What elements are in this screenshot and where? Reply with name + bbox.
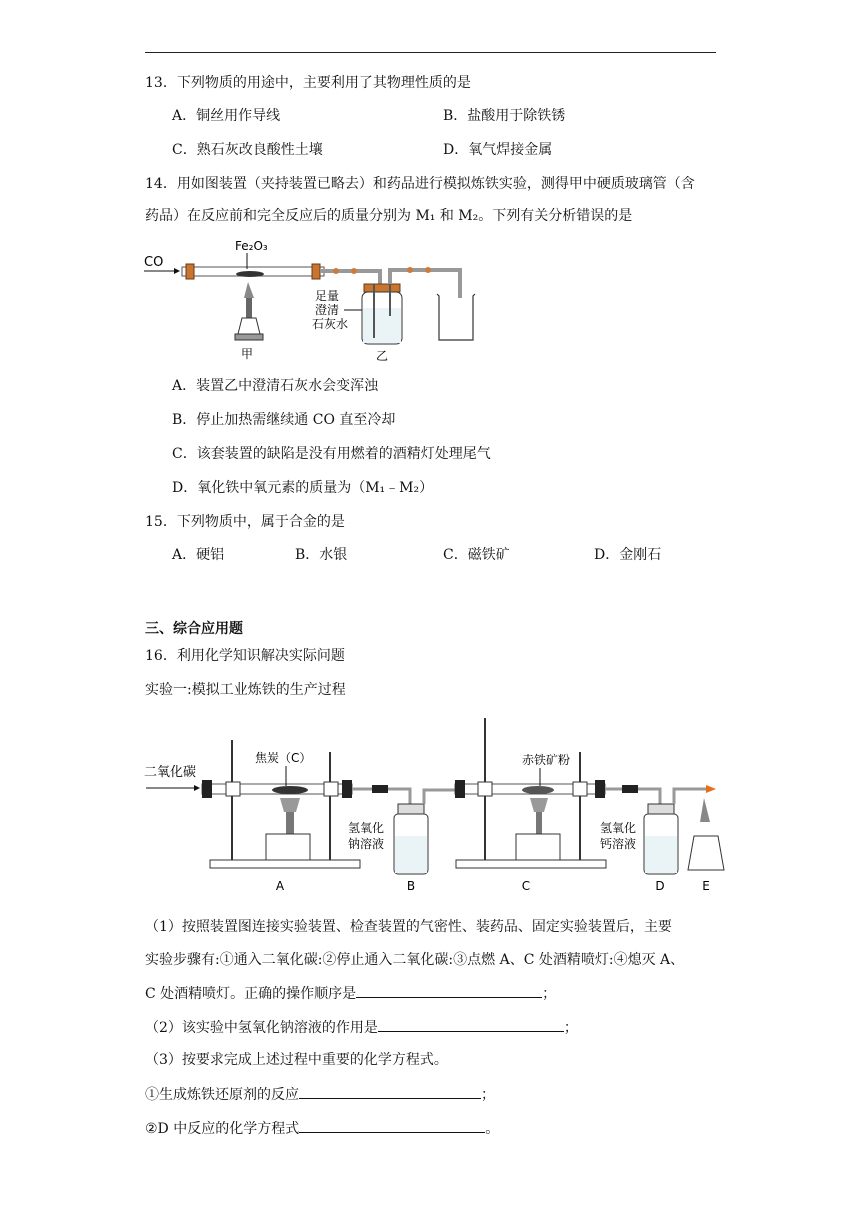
q15-option-d: D．金刚石 [594, 547, 662, 563]
q16-part1-answer-blank[interactable] [356, 983, 542, 998]
q13-option-b: B．盐酸用于除铁锈 [443, 108, 566, 124]
q13-option-c: C．熟石灰改良酸性土壤 [172, 142, 323, 158]
q15-option-b: B．水银 [295, 547, 348, 563]
q16-label-c: C [521, 879, 531, 893]
q13-option-a: A．铜丝用作导线 [172, 108, 281, 124]
q14-option-d: D．氧化铁中氧元素的质量为（M₁﹣M₂） [172, 480, 434, 496]
q15-option-a: A．硬铝 [172, 547, 225, 563]
q14-fe2o3-label: Fe₂O₃ [235, 239, 268, 253]
q16-part3b-end: 。 [485, 1121, 500, 1137]
q16-part3: （3）按要求完成上述过程中重要的化学方程式。 [145, 1052, 448, 1068]
q14-option-a: A．装置乙中澄清石灰水会变浑浊 [172, 378, 379, 394]
q16-part3a-end: ； [481, 1087, 495, 1103]
q16-co2-label: 二氧化碳 [144, 765, 197, 780]
q16-stem: 16．利用化学知识解决实际问题 [145, 648, 345, 664]
q14-limewater-label-2: 澄清 [315, 303, 340, 317]
q14-limewater-label-1: 足量 [315, 289, 340, 303]
q16-part2-line [145, 1017, 578, 1038]
q16-part1-text: C 处酒精喷灯。正确的操作顺序是 [145, 986, 357, 1002]
q16-caoh-label-1: 氢氧化 [600, 821, 637, 835]
q16-part3a-answer-blank[interactable] [299, 1084, 481, 1099]
q14-yi-label: 乙 [375, 349, 389, 363]
q14-option-b: B．停止加热需继续通 CO 直至冷却 [172, 412, 396, 428]
q16-part1-end: ； [542, 986, 557, 1002]
q16-part1-line1: （1）按照装置图连接实验装置、检查装置的气密性、装药品、固定实验装置后，主要 [145, 919, 672, 935]
q16-coke-label: 焦炭（C） [255, 751, 312, 765]
q16-experiment-title: 实验一:模拟工业炼铁的生产过程 [145, 682, 346, 698]
q16-apparatus-figure [140, 712, 730, 896]
q16-part1-line2: 实验步骤有:①通入二氧化碳:②停止通入二氧化碳:③点燃 A、C 处酒精喷灯:④熄灭 A、 [145, 952, 685, 968]
q16-part3a-text: ①生成炼铁还原剂的反应 [145, 1087, 299, 1103]
section-title: 三、综合应用题 [145, 621, 243, 637]
header-rule [145, 52, 716, 53]
q16-part1-line3 [145, 983, 556, 1004]
q16-part3a-line [145, 1084, 495, 1105]
q16-part3b-line [145, 1118, 499, 1139]
q16-part3b-answer-blank[interactable] [299, 1118, 485, 1133]
q14-limewater-label-3: 石灰水 [312, 317, 349, 331]
q16-label-e: E [702, 879, 710, 893]
q14-stem-line2: 药品）在反应前和完全反应后的质量分别为 M₁ 和 M₂。下列有关分析错误的是 [145, 208, 633, 224]
q16-part3b-text: ②D 中反应的化学方程式 [145, 1121, 300, 1137]
q16-hematite-label: 赤铁矿粉 [522, 753, 571, 767]
q16-part2-answer-blank[interactable] [378, 1017, 564, 1032]
q14-co-label: CO [144, 255, 164, 270]
q16-label-a: A [275, 879, 285, 893]
q16-label-d: D [655, 879, 665, 893]
q14-jia-label: 甲 [240, 347, 254, 361]
q15-stem: 15．下列物质中，属于合金的是 [145, 514, 345, 530]
q14-option-c: C．该套装置的缺陷是没有用燃着的酒精灯处理尾气 [172, 446, 491, 462]
q16-part2-end: ； [563, 1020, 578, 1036]
q15-option-c: C．磁铁矿 [443, 547, 510, 563]
q14-apparatus-figure [140, 236, 480, 364]
q16-caoh-label-2: 钙溶液 [600, 837, 637, 851]
q16-naoh-label-1: 氢氧化 [348, 821, 385, 835]
q13-option-d: D．氧气焊接金属 [443, 142, 553, 158]
q13-stem: 13．下列物质的用途中，主要利用了其物理性质的是 [145, 75, 471, 91]
q16-naoh-label-2: 钠溶液 [348, 837, 385, 851]
q16-label-b: B [406, 879, 416, 893]
q16-part2-text: （2）该实验中氢氧化钠溶液的作用是 [145, 1020, 378, 1036]
q14-stem-line1: 14．用如图装置（夹持装置已略去）和药品进行模拟炼铁实验，测得甲中硬质玻璃管（含 [145, 176, 695, 192]
